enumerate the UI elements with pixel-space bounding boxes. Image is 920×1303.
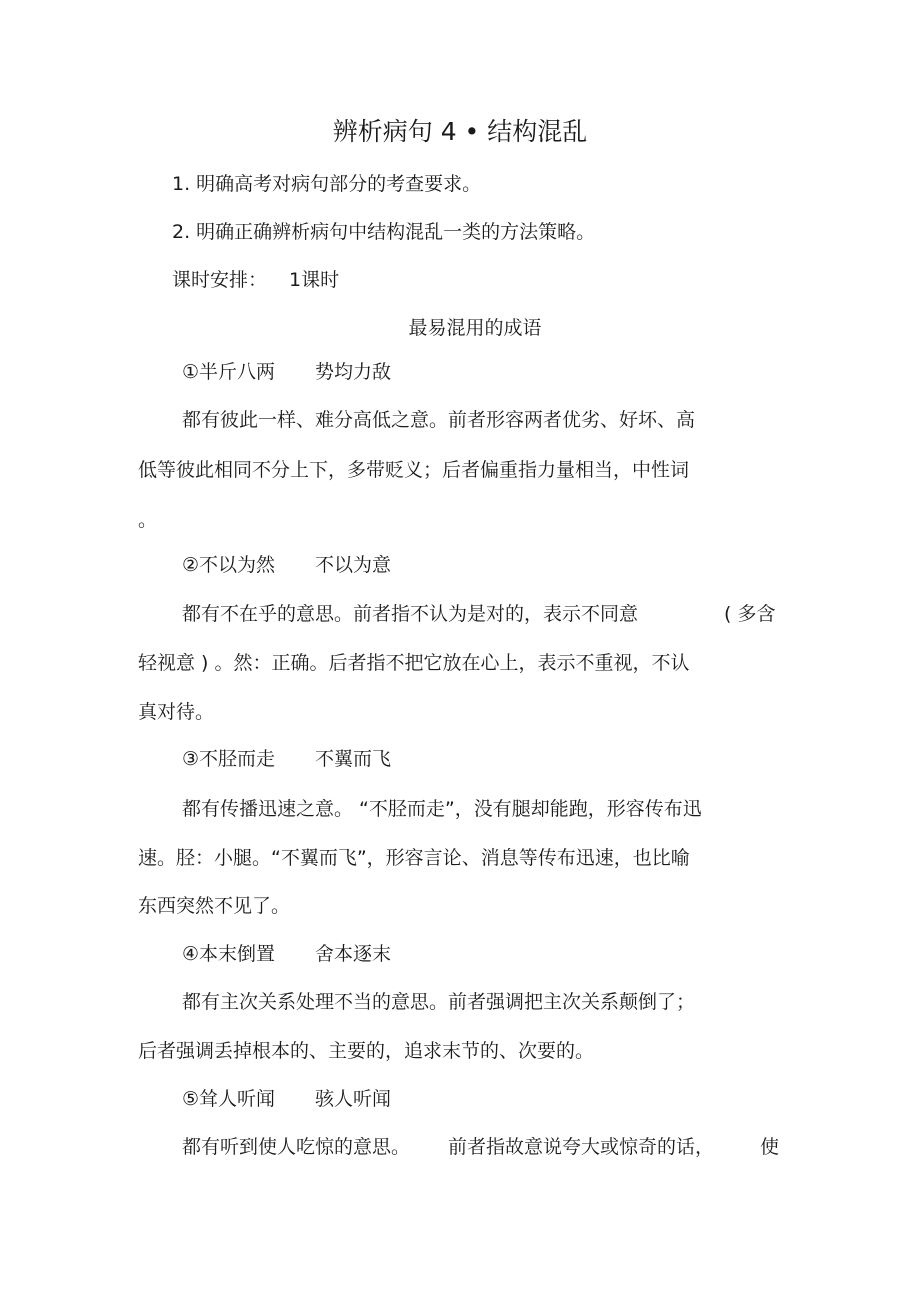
goal-1: 1. 明确高考对病句部分的考查要求。 [172,173,482,195]
idiom-b: 骇人听闻 [315,1088,392,1110]
schedule-line [172,268,339,292]
explanation-line: 都有不在乎的意思。前者指不认为是对的，表示不同意 [182,603,639,625]
section-title: 最易混用的成语 [408,317,542,339]
explanation-line: 都有彼此一样、难分高低之意。前者形容两者优劣、好坏、高 [182,409,696,431]
idiom-b: 势均力敌 [315,361,392,383]
idiom-a: ③不胫而走 [182,748,276,770]
goal-2: 2. 明确正确辨析病句中结构混乱一类的方法策略。 [172,221,596,243]
idiom-a: ②不以为然 [182,554,276,576]
explanation-line: 使 [760,1136,780,1158]
explanation-line: 都有主次关系处理不当的意思。前者强调把主次关系颠倒了； [182,991,696,1013]
idiom-pair-3 [182,747,391,771]
schedule-value: 1课时 [289,269,340,291]
idiom-b: 不翼而飞 [315,748,392,770]
explanation-line: 前者指故意说夸大或惊奇的话， [448,1136,715,1158]
schedule-label: 课时安排： [172,269,268,291]
idiom-pair-5 [182,1087,391,1111]
idiom-pair-1 [182,360,391,384]
idiom-b: 不以为意 [315,554,392,576]
explanation-line: ( 多含 [724,603,776,625]
explanation-line: 轻视意 ) 。然：正确。后者指不把它放在心上，表示不重视，不认 [138,652,690,674]
explanation-line: 速。胫：小腿。“不翼而飞”，形容言论、消息等传布迅速，也比喻 [138,847,690,869]
explanation-line: 真对待。 [138,701,215,723]
idiom-pair-4 [182,942,391,966]
idiom-a: ⑤耸人听闻 [182,1088,276,1110]
document-title: 辨析病句 4 • 结构混乱 [332,117,588,146]
explanation-line: 。 [138,509,158,531]
explanation-line: 都有听到使人吃惊的意思。 [182,1136,411,1158]
idiom-a: ④本末倒置 [182,943,276,965]
idiom-b: 舍本逐末 [315,943,392,965]
idiom-a: ①半斤八两 [182,361,276,383]
explanation-line: 低等彼此相同不分上下，多带贬义；后者偏重指力量相当，中性词 [138,459,690,481]
explanation-line: 东西突然不见了。 [138,895,291,917]
explanation-line: 都有传播迅速之意。 “不胫而走”，没有腿却能跑，形容传布迅 [182,798,702,820]
explanation-line: 后者强调丢掉根本的、主要的，追求末节的、次要的。 [138,1040,595,1062]
idiom-pair-2 [182,553,391,577]
